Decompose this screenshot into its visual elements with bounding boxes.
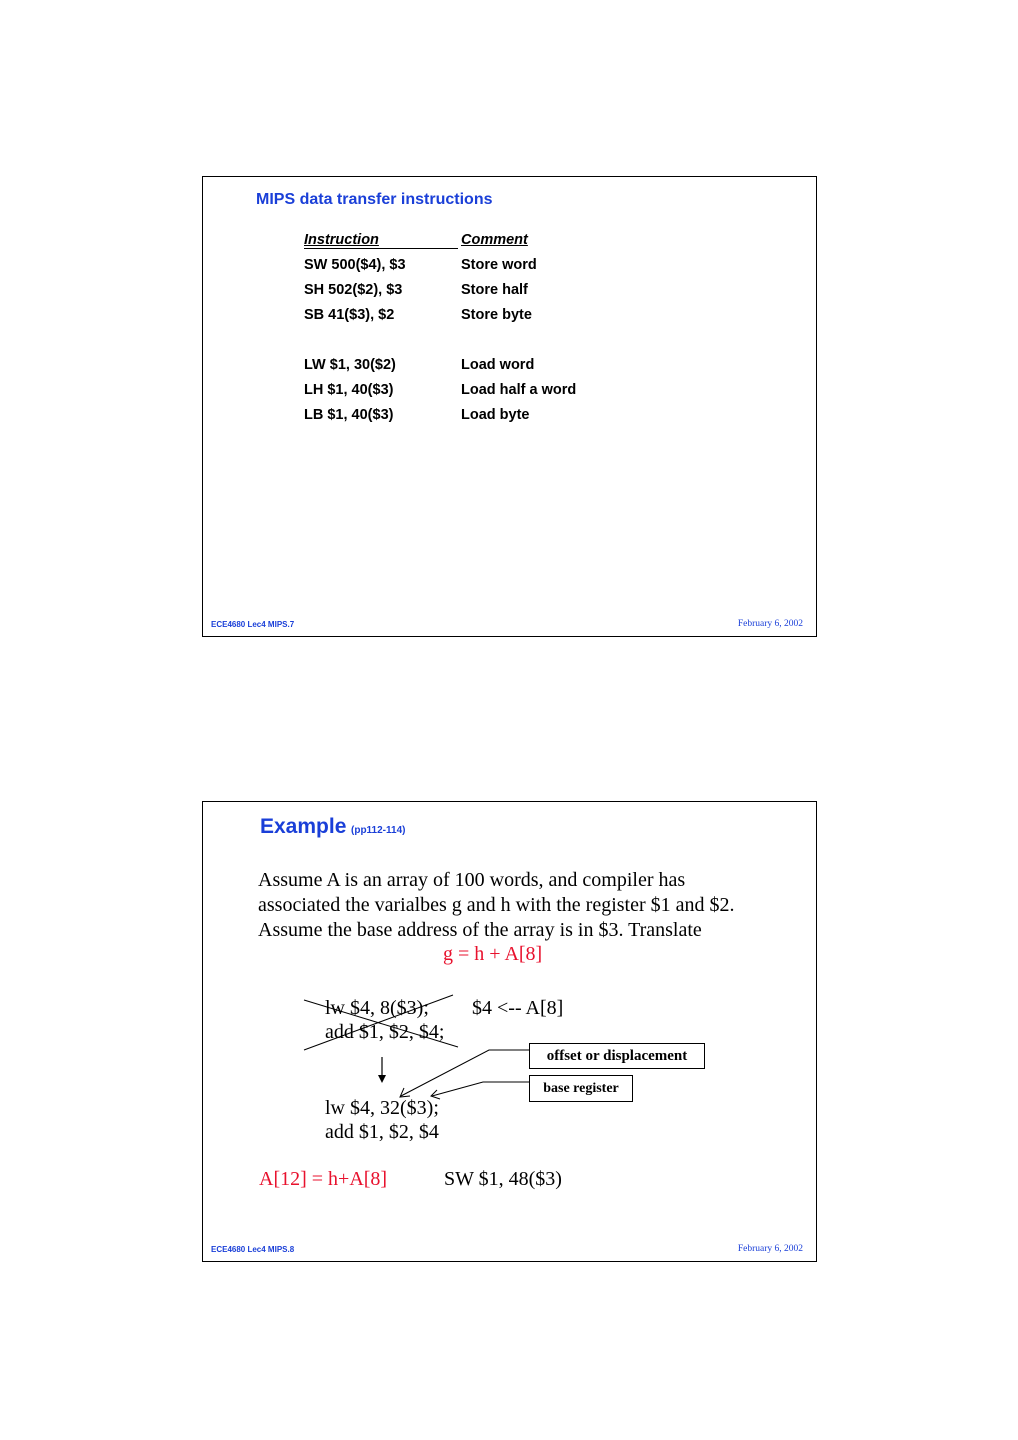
base-pointer	[432, 1082, 529, 1096]
column-header-comment: Comment	[461, 232, 528, 248]
old-code-line: lw $4, 8($3);	[325, 997, 429, 1019]
comment: Load byte	[461, 407, 530, 423]
new-code-line: add $1, $2, $4	[325, 1121, 439, 1143]
footer-right: February 6, 2002	[737, 619, 803, 629]
comment: Load word	[461, 357, 535, 373]
footer-left: ECE4680 Lec4 MIPS.8	[211, 1245, 295, 1254]
paragraph-line: Assume A is an array of 100 words, and compiler has	[258, 869, 686, 891]
footer-right: February 6, 2002	[737, 1244, 803, 1254]
old-code-line: add $1, $2, $4;	[325, 1021, 445, 1043]
paragraph-line: associated the varialbes g and h with the register $1 and $2.	[258, 894, 735, 916]
column-header-instruction: Instruction	[304, 232, 379, 248]
instruction: LB $1, 40($3)	[304, 407, 394, 423]
strike-line	[304, 995, 453, 1050]
paragraph-line: Assume the base address of the array is in $3. Translate	[258, 919, 702, 941]
equation-2: A[12] = h+A[8]	[259, 1168, 388, 1190]
label-base-box: base register	[529, 1075, 633, 1102]
instruction: SW 500($4), $3	[304, 257, 406, 273]
instruction: SH 502($2), $3	[304, 282, 403, 298]
strike-line	[304, 1000, 458, 1047]
equation: g = h + A[8]	[443, 943, 543, 965]
comment: Load half a word	[461, 382, 577, 398]
slide-title: Example	[260, 815, 347, 838]
instruction: SB 41($3), $2	[304, 307, 395, 323]
new-code-line: lw $4, 32($3);	[325, 1097, 439, 1119]
instruction: LW $1, 30($2)	[304, 357, 396, 373]
comment: Store byte	[461, 307, 532, 323]
footer-left: ECE4680 Lec4 MIPS.7	[211, 620, 295, 629]
code-comment: $4 <-- A[8]	[472, 997, 564, 1019]
down-arrow-head	[378, 1075, 386, 1083]
comment: Store word	[461, 257, 537, 273]
instruction: LH $1, 40($3)	[304, 382, 394, 398]
slide-title: MIPS data transfer instructions	[256, 191, 493, 208]
offset-pointer	[401, 1050, 529, 1096]
comment: Store half	[461, 282, 528, 298]
equation-2-code: SW $1, 48($3)	[444, 1168, 562, 1190]
page-reference: (pp112-114)	[351, 825, 406, 836]
label-offset-box: offset or displacement	[529, 1043, 705, 1069]
